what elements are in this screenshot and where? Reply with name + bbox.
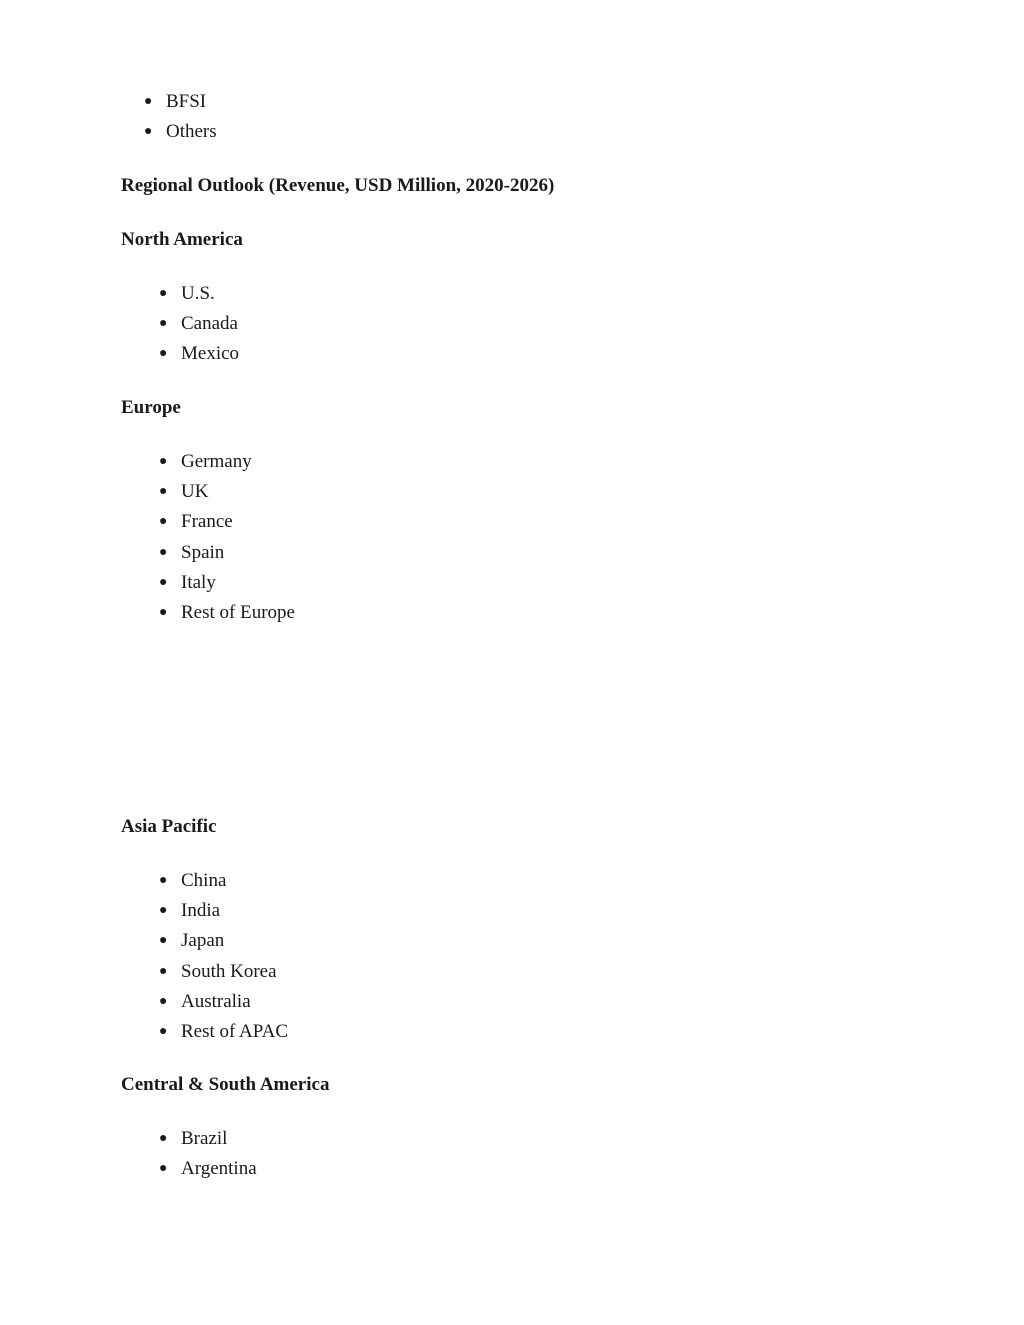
bullet-icon: ● xyxy=(159,1161,168,1177)
country-list-asia-pacific xyxy=(159,866,288,1047)
bullet-icon: ● xyxy=(159,1131,168,1146)
bullet-icon: ● xyxy=(144,124,153,140)
bullet-icon: ● xyxy=(159,544,168,560)
list-item: ● U.S. xyxy=(181,279,239,309)
country-list-north-america xyxy=(159,279,240,370)
list-item: ● Rest of Europe xyxy=(181,598,295,628)
list-item: ● Mexico xyxy=(181,339,239,369)
bullet-icon: ● xyxy=(159,993,168,1009)
list-item: ● Canada xyxy=(181,309,239,339)
bullet-icon: ● xyxy=(144,94,153,109)
bullet-icon: ● xyxy=(159,454,168,469)
list-item: ● UK xyxy=(181,477,295,507)
bullet-icon: ● xyxy=(159,316,168,332)
bullet-icon: ● xyxy=(159,903,168,919)
list-item: ● China xyxy=(181,866,288,896)
region-heading-north-america: North America xyxy=(121,229,243,250)
bullet-icon: ● xyxy=(159,514,168,530)
list-item: ● Germany xyxy=(181,447,295,477)
bullet-icon: ● xyxy=(159,873,168,888)
list-item: ● Japan xyxy=(181,926,288,956)
list-item: ● South Korea xyxy=(181,957,288,987)
list-item: ● France xyxy=(181,507,295,537)
list-item: ● India xyxy=(181,896,288,926)
bullet-icon: ● xyxy=(159,1023,168,1039)
country-list-central-south-america xyxy=(159,1124,257,1184)
bullet-icon: ● xyxy=(159,574,168,590)
bullet-icon: ● xyxy=(159,963,168,979)
list-item: ● Spain xyxy=(181,538,295,568)
list-item: ● Brazil xyxy=(181,1124,257,1154)
country-list-europe xyxy=(159,447,295,628)
bullet-icon: ● xyxy=(159,484,168,500)
list-item: ● Italy xyxy=(181,568,295,598)
list-item: ● Others xyxy=(166,117,217,147)
regional-outlook-heading: Regional Outlook (Revenue, USD Million, 2020-2026) xyxy=(121,175,555,196)
list-item: ● Rest of APAC xyxy=(181,1017,288,1047)
bullet-icon: ● xyxy=(159,933,168,949)
application-list xyxy=(144,87,217,147)
region-heading-asia-pacific: Asia Pacific xyxy=(121,816,217,837)
bullet-icon: ● xyxy=(159,346,168,362)
region-heading-central-south-america: Central & South America xyxy=(121,1074,330,1095)
list-item: ● Australia xyxy=(181,987,288,1017)
list-item: ● BFSI xyxy=(166,87,217,117)
list-item: ● Argentina xyxy=(181,1154,257,1184)
region-heading-europe: Europe xyxy=(121,397,181,418)
bullet-icon: ● xyxy=(159,286,168,301)
bullet-icon: ● xyxy=(159,604,168,620)
